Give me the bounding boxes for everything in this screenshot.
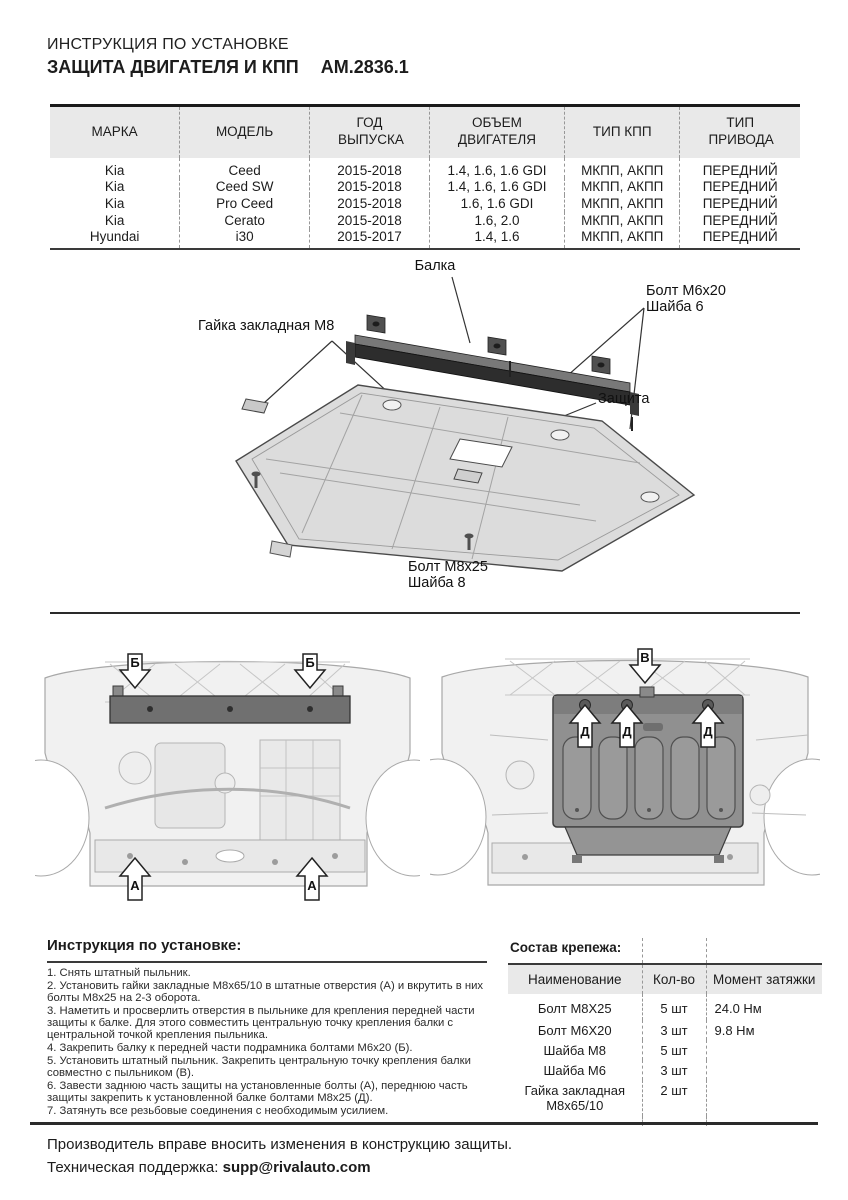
- cell: Pro Ceed: [180, 195, 310, 212]
- hardware-section: [508, 938, 822, 1126]
- hardware-heading: Состав крепежа:: [510, 940, 622, 955]
- cell: 3 шт: [642, 1060, 706, 1080]
- col-header-qty: Кол-во: [642, 964, 706, 994]
- cell: 1.6, 1.6 GDI: [429, 195, 564, 212]
- cell: Kia: [104, 162, 125, 178]
- underbody-drawing-shield: [430, 645, 820, 910]
- cell: Kia: [104, 195, 125, 211]
- cell: Kia: [104, 178, 125, 194]
- label-washer-8-line2: Шайба 8: [408, 575, 466, 591]
- exploded-diagram: [40, 253, 810, 605]
- table-row: [508, 1020, 822, 1040]
- cell: 2 шт: [642, 1080, 706, 1116]
- instruction-step: 6. Завести заднюю часть защиты на установленные болты (А), переднюю часть защиты закрепить к установленной балке болтами М8х25 (Д).: [47, 1079, 468, 1104]
- cell: Ceed: [180, 158, 310, 178]
- marker-letter-a: А: [130, 878, 140, 893]
- cell: 9.8 Нм: [706, 1020, 822, 1040]
- fitment-table-body: [50, 158, 800, 249]
- table-row: [50, 229, 800, 249]
- spacer: [642, 938, 706, 964]
- cell: Гайка закладная М8х65/10: [524, 1083, 625, 1113]
- cell: МКПП, АКПП: [564, 229, 680, 249]
- cell: 1.4, 1.6, 1.6 GDI: [429, 178, 564, 195]
- table-row: [50, 195, 800, 212]
- fitment-table: [50, 104, 800, 250]
- cell: i30: [180, 229, 310, 249]
- footer-disclaimer: Производитель вправе вносить изменения в конструкцию защиты.: [47, 1136, 513, 1153]
- table-row: [508, 1080, 822, 1116]
- cell: Болт М6Х20: [537, 1023, 612, 1038]
- spacer: [706, 938, 822, 964]
- label-bolt-m8-line1: Болт М8х25: [408, 559, 488, 575]
- underbody-art-left: [35, 648, 420, 910]
- label-beam: Балка: [414, 258, 456, 274]
- underbody-drawing-beam: [35, 648, 420, 910]
- cell: 24.0 Нм: [706, 994, 822, 1020]
- table-row: [508, 1060, 822, 1080]
- instruction-step: 5. Установить штатный пыльник. Закрепить центральную точку крепления балки совместно с пыльником (В).: [47, 1054, 471, 1079]
- support-email: supp@rivalauto.com: [222, 1158, 371, 1176]
- col-header-gearbox: ТИП КПП: [564, 106, 680, 158]
- cell: 3 шт: [642, 1020, 706, 1040]
- hardware-header-row: [508, 964, 822, 994]
- marker-letter-a: А: [307, 878, 317, 893]
- cell: ПЕРЕДНИЙ: [680, 178, 800, 195]
- col-header-name: Наименование: [508, 964, 642, 994]
- cell: [706, 1080, 822, 1116]
- label-clip-nut: Гайка закладная М8: [198, 318, 335, 334]
- col-header-brand: МАРКА: [50, 106, 180, 158]
- marker-letter-b: Б: [305, 655, 315, 670]
- cell: [706, 1060, 822, 1080]
- cell: ПЕРЕДНИЙ: [680, 229, 800, 249]
- hardware-heading-row: [508, 938, 822, 964]
- cell: 5 шт: [642, 994, 706, 1020]
- document-title: [47, 57, 409, 78]
- label-shield: Защита: [598, 391, 650, 407]
- cell: 1.4, 1.6: [429, 229, 564, 249]
- cell: [706, 1040, 822, 1060]
- table-row: [50, 158, 800, 178]
- marker-letter-d: Д: [622, 724, 632, 739]
- title-block: [47, 36, 409, 78]
- cell: Ceed SW: [180, 178, 310, 195]
- label-bolt-m6-line1: Болт М6х20: [646, 283, 726, 299]
- product-name: ЗАЩИТА ДВИГАТЕЛЯ И КПП: [47, 57, 299, 77]
- cell: МКПП, АКПП: [564, 212, 680, 229]
- marker-letter-d: Д: [580, 724, 590, 739]
- marker-letter-v: В: [640, 650, 650, 665]
- cell: ПЕРЕДНИЙ: [680, 212, 800, 229]
- table-row: [50, 212, 800, 229]
- marker-letter-d: Д: [703, 724, 713, 739]
- col-header-engine: ОБЪЕМ ДВИГАТЕЛЯ: [429, 106, 564, 158]
- table-row: [508, 1040, 822, 1060]
- col-header-model: МОДЕЛЬ: [180, 106, 310, 158]
- section-divider: [50, 612, 800, 614]
- footer-divider: [30, 1122, 818, 1125]
- instruction-step: 7. Затянуть все резьбовые соединения с необходимым усилием.: [47, 1104, 389, 1117]
- hardware-table: [508, 938, 822, 1126]
- cell: ПЕРЕДНИЙ: [680, 158, 800, 178]
- table-row: [508, 994, 822, 1020]
- cell: МКПП, АКПП: [564, 195, 680, 212]
- col-header-year: ГОД ВЫПУСКА: [309, 106, 429, 158]
- cell: МКПП, АКПП: [564, 178, 680, 195]
- cell: 5 шт: [642, 1040, 706, 1060]
- cell: ПЕРЕДНИЙ: [680, 195, 800, 212]
- fitment-table-wrap: [50, 104, 800, 250]
- instruction-step: 3. Наметить и просверлить отверстия в пыльнике для крепления передней части защиты к балке. Для этого совместить центральную точку крепления балки с центральной точкой крепления пыльника.: [47, 1004, 475, 1041]
- cell: Hyundai: [50, 229, 180, 249]
- cell: 2015-2018: [309, 158, 429, 178]
- center-bracket: [640, 687, 654, 697]
- label-bolt-m8: [408, 559, 488, 591]
- cell: 2015-2018: [309, 195, 429, 212]
- cell: Шайба М8: [543, 1043, 606, 1058]
- footer-support-label: Техническая поддержка:: [47, 1158, 223, 1176]
- document-subtitle: ИНСТРУКЦИЯ ПО УСТАНОВКЕ: [47, 36, 289, 53]
- footer: [47, 1134, 512, 1179]
- footer-support: [47, 1157, 512, 1180]
- cell: Шайба М6: [543, 1063, 606, 1078]
- fitment-table-header: [50, 106, 800, 158]
- cell: Болт М8Х25: [537, 1001, 612, 1016]
- instruction-step: 1. Снять штатный пыльник.: [47, 967, 191, 979]
- part-number: АМ.2836.1: [320, 57, 409, 77]
- instruction-step: 4. Закрепить балку к передней части подрамника болтами М6х20 (Б).: [47, 1041, 413, 1054]
- underbody-art-right: [430, 645, 820, 910]
- label-bolt-m6: [646, 283, 726, 315]
- cell: 2015-2018: [309, 178, 429, 195]
- instructions-heading: Инструкция по установке:: [47, 937, 242, 954]
- cell: 2015-2018: [309, 212, 429, 229]
- col-header-drive: ТИП ПРИВОДА: [680, 106, 800, 158]
- col-header-torque: Момент затяжки: [706, 964, 822, 994]
- cell: 1.4, 1.6, 1.6 GDI: [429, 158, 564, 178]
- cell: 1.6, 2.0: [429, 212, 564, 229]
- instructions-divider: [47, 961, 487, 963]
- cell: МКПП, АКПП: [564, 158, 680, 178]
- cell: Cerato: [180, 212, 310, 229]
- cell: Kia: [104, 212, 125, 228]
- cell: 2015-2017: [309, 229, 429, 249]
- label-washer-6-line2: Шайба 6: [646, 299, 704, 315]
- table-row: [50, 178, 800, 195]
- brand-logo: [643, 723, 663, 731]
- instructions-section: [47, 937, 487, 1119]
- marker-letter-b: Б: [130, 655, 140, 670]
- instruction-step: 2. Установить гайки закладные М8х65/10 в штатные отверстия (А) и вкрутить в них болты М8х25 на 2-3 оборота.: [47, 979, 484, 1004]
